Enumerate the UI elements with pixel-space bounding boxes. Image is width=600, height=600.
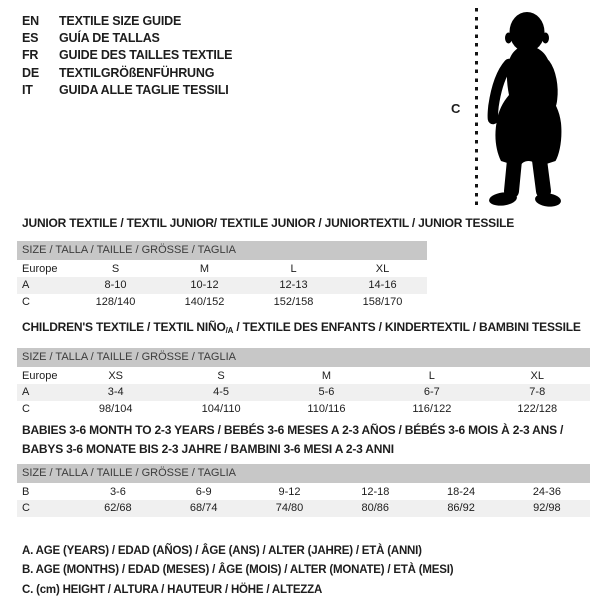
size-header-bar: SIZE / TALLA / TAILLE / GRÖSSE / TAGLIA bbox=[17, 464, 590, 483]
table-row bbox=[17, 277, 427, 293]
language-row bbox=[22, 29, 232, 46]
language-title: GUIDE DES TAILLES TEXTILE bbox=[59, 48, 233, 63]
size-cell: 86/92 bbox=[447, 502, 475, 515]
language-code: EN bbox=[22, 13, 39, 28]
size-cell: 14-16 bbox=[368, 279, 397, 292]
table-row bbox=[17, 500, 590, 516]
size-cell: S bbox=[217, 370, 225, 383]
junior-section-heading: JUNIOR TEXTILE / TEXTIL JUNIOR/ TEXTILE JUNIOR / JUNIORTEXTIL / JUNIOR TESSILE bbox=[22, 216, 515, 230]
size-cell: 116/122 bbox=[412, 402, 452, 415]
language-row bbox=[22, 64, 232, 81]
size-cell: 104/110 bbox=[201, 402, 241, 415]
size-cell: 6-7 bbox=[423, 386, 440, 399]
measurement-legend bbox=[22, 542, 453, 600]
size-cell: 3-4 bbox=[107, 386, 124, 399]
row-label: C bbox=[22, 402, 30, 415]
row-label: C bbox=[22, 502, 30, 515]
size-cell: L bbox=[290, 263, 297, 276]
table-row bbox=[17, 368, 590, 384]
row-label: B bbox=[22, 486, 30, 499]
language-row bbox=[22, 47, 232, 64]
size-cell: 10-12 bbox=[190, 279, 219, 292]
table-row bbox=[17, 484, 590, 500]
size-cell: L bbox=[428, 370, 435, 383]
size-cell: 3-6 bbox=[109, 486, 126, 499]
language-title: TEXTILGRÖßENFÜHRUNG bbox=[59, 65, 215, 80]
language-title-list bbox=[22, 12, 232, 99]
table-row bbox=[17, 261, 427, 277]
legend-line-a: A. AGE (YEARS) / EDAD (AÑOS) / ÂGE (ANS) / ALTER (JAHRE) / ETÀ (ANNI) bbox=[22, 545, 422, 557]
language-title: GUÍA DE TALLAS bbox=[59, 31, 160, 46]
junior-size-table bbox=[17, 241, 427, 310]
language-title: GUIDA ALLE TAGLIE TESSILI bbox=[59, 83, 229, 98]
row-label: A bbox=[22, 279, 30, 292]
row-label: C bbox=[22, 295, 30, 308]
language-code: IT bbox=[22, 83, 33, 98]
language-title: TEXTILE SIZE GUIDE bbox=[59, 13, 182, 28]
babies-heading-line2: BABYS 3-6 MONATE BIS 2-3 JAHRE / BAMBINI 3-6 MESI A 2-3 ANNI bbox=[22, 441, 394, 456]
children-section-heading bbox=[22, 320, 581, 335]
size-cell: 158/170 bbox=[362, 295, 403, 308]
legend-line-b: B. AGE (MONTHS) / EDAD (MESES) / ÂGE (MOIS) / ALTER (MONATE) / ETÀ (MESI) bbox=[22, 564, 454, 577]
size-cell: 24-36 bbox=[532, 486, 561, 499]
size-cell: 62/68 bbox=[104, 502, 132, 515]
size-cell: XS bbox=[108, 370, 124, 383]
table-row bbox=[17, 401, 590, 417]
size-cell: 7-8 bbox=[529, 386, 546, 399]
size-cell: 18-24 bbox=[447, 486, 476, 499]
size-cell: 9-12 bbox=[278, 486, 301, 499]
children-heading-text: CHILDREN'S TEXTILE / TEXTIL NIÑO bbox=[22, 320, 226, 334]
baby-silhouette-icon bbox=[480, 10, 570, 210]
size-cell: 8-10 bbox=[104, 279, 127, 292]
size-cell: 5-6 bbox=[318, 386, 335, 399]
size-cell: 80/86 bbox=[361, 502, 390, 515]
children-heading-subscript: /A bbox=[225, 326, 234, 335]
size-cell: 122/128 bbox=[517, 402, 558, 415]
children-size-table bbox=[17, 348, 590, 417]
size-cell: 68/74 bbox=[189, 502, 218, 515]
size-cell: 128/140 bbox=[95, 295, 136, 308]
size-cell: 110/116 bbox=[307, 402, 346, 415]
size-cell: 92/98 bbox=[533, 502, 561, 515]
size-cell: 74/80 bbox=[275, 502, 304, 515]
table-row bbox=[17, 384, 590, 400]
size-cell: 12-13 bbox=[279, 279, 308, 292]
height-measure-dashed-line bbox=[475, 8, 478, 208]
size-cell: S bbox=[111, 263, 120, 276]
size-cell: M bbox=[321, 370, 332, 383]
size-header-bar: SIZE / TALLA / TAILLE / GRÖSSE / TAGLIA bbox=[17, 241, 427, 260]
size-cell: 6-9 bbox=[195, 486, 212, 499]
row-label: A bbox=[22, 386, 30, 399]
row-label: Europe bbox=[22, 370, 58, 383]
language-code: DE bbox=[22, 65, 39, 80]
size-header-bar: SIZE / TALLA / TAILLE / GRÖSSE / TAGLIA bbox=[17, 348, 590, 367]
table-row bbox=[17, 294, 427, 310]
babies-size-table bbox=[17, 464, 590, 517]
legend-line-c: C. (cm) HEIGHT / ALTURA / HAUTEUR / HÖHE / ALTEZZA bbox=[22, 583, 323, 596]
size-cell: XL bbox=[530, 370, 544, 383]
language-code: ES bbox=[22, 31, 39, 46]
size-cell: XL bbox=[375, 263, 390, 276]
language-row bbox=[22, 12, 232, 29]
height-label-c: C bbox=[451, 101, 461, 116]
size-cell: 12-18 bbox=[361, 486, 390, 499]
size-cell: M bbox=[199, 263, 210, 276]
row-label: Europe bbox=[22, 263, 58, 276]
language-row bbox=[22, 82, 232, 99]
babies-heading-line1: BABIES 3-6 MONTH TO 2-3 YEARS / BEBÉS 3-6 MESES A 2-3 AÑOS / BÉBÉS 3-6 MOIS À 2-3 ANS / bbox=[22, 423, 564, 437]
size-cell: 152/158 bbox=[273, 295, 314, 308]
language-code: FR bbox=[22, 48, 39, 63]
size-cell: 98/104 bbox=[98, 402, 133, 415]
size-cell: 4-5 bbox=[213, 386, 230, 399]
babies-section-heading bbox=[22, 421, 563, 458]
children-heading-text: / TEXTILE DES ENFANTS / KINDERTEXTIL / BAMBINI TESSILE bbox=[233, 320, 581, 334]
size-cell: 140/152 bbox=[184, 295, 225, 308]
